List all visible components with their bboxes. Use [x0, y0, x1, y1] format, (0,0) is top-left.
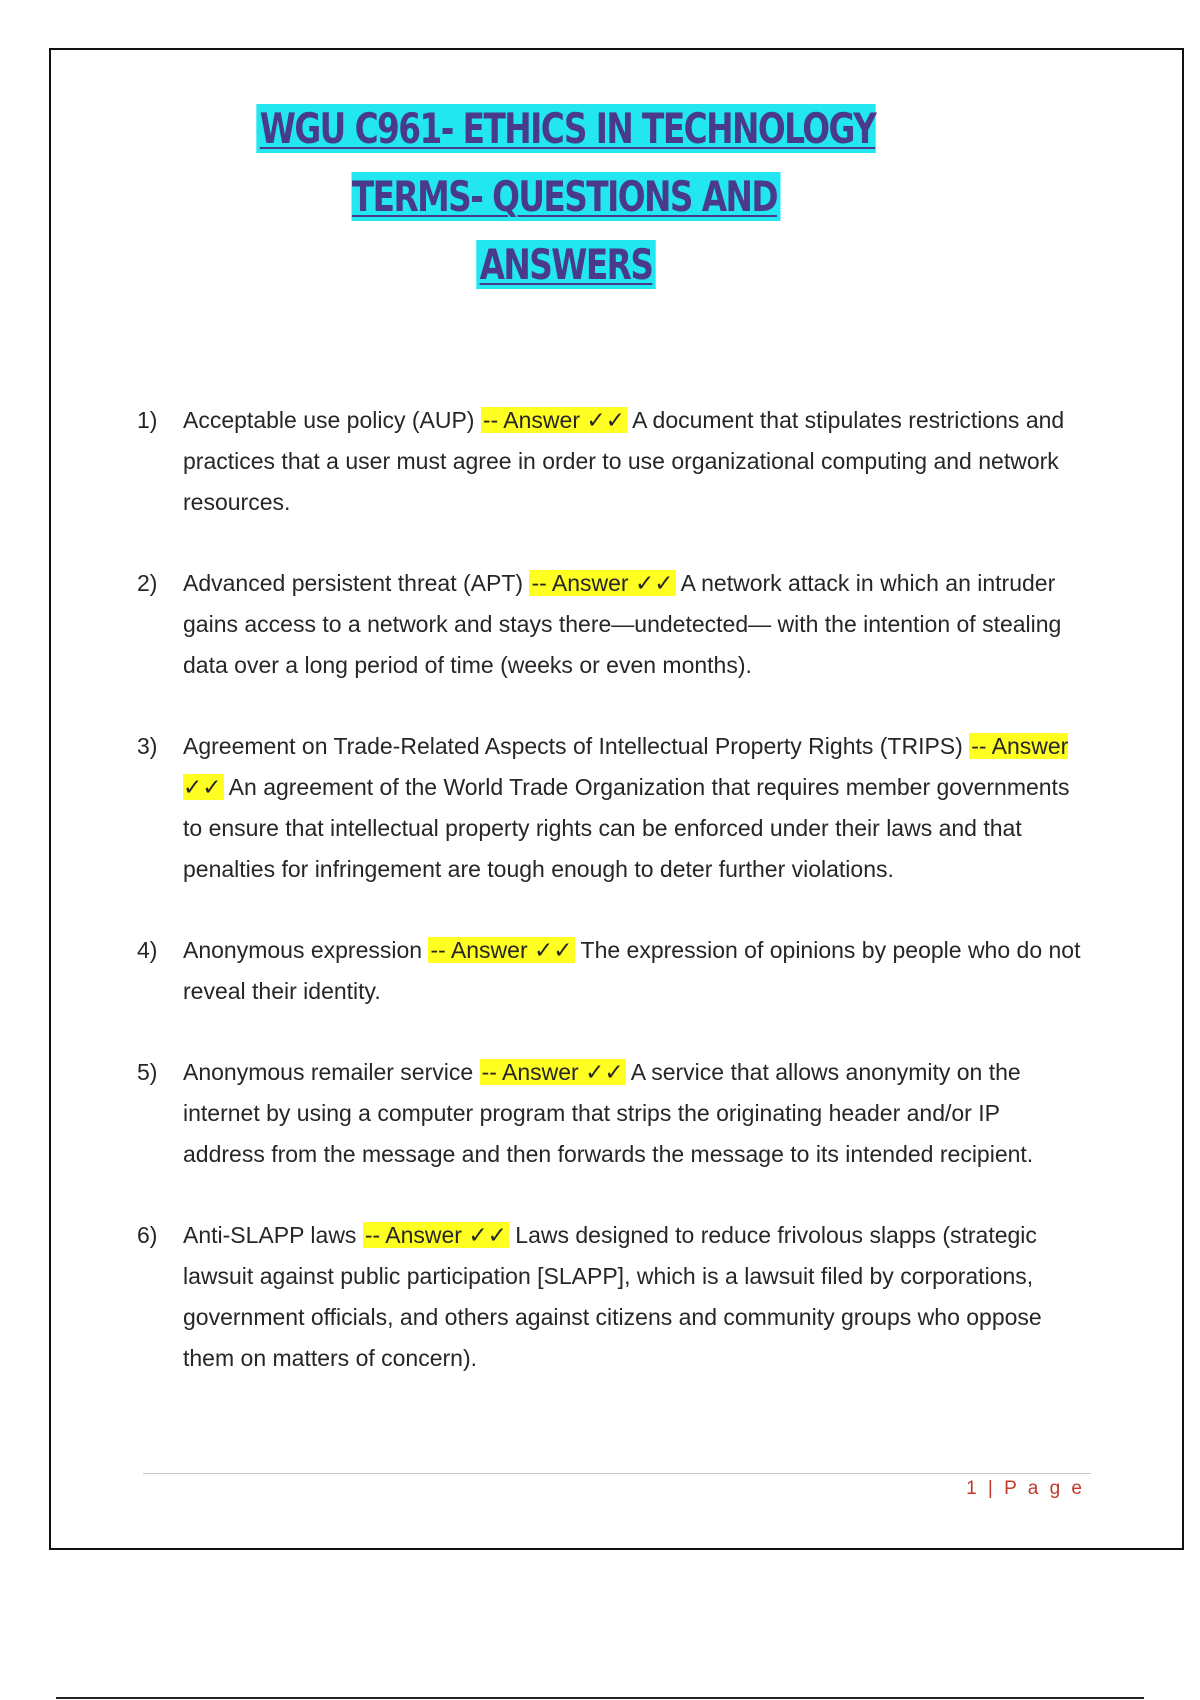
title-line-2: ANSWERS — [476, 240, 655, 289]
item-number: 1) — [137, 407, 158, 433]
item-number: 5) — [137, 1059, 158, 1085]
footer-divider — [143, 1473, 1091, 1474]
item-number: 3) — [137, 733, 158, 759]
title-line-1: WGU C961- ETHICS IN TECHNOLOGY TERMS- QUESTIONS AND — [257, 104, 876, 221]
answer-marker: -- Answer ✓✓ — [430, 937, 573, 963]
document-title — [199, 95, 932, 299]
qa-item-4 — [137, 930, 1087, 1012]
item-term: Advanced persistent threat (APT) — [183, 570, 524, 596]
qa-item-5 — [137, 1052, 1087, 1175]
item-term: Anti-SLAPP laws — [183, 1222, 357, 1248]
qa-item-1 — [137, 400, 1087, 523]
item-term: Acceptable use policy (AUP) — [183, 407, 475, 433]
item-term: Anonymous remailer service — [183, 1059, 474, 1085]
page-number: 1 | P a g e — [966, 1478, 1085, 1499]
bottom-divider — [56, 1697, 1144, 1699]
answer-marker: -- Answer ✓✓ — [364, 1222, 507, 1248]
item-definition: A network attack in which an intruder gains access to a network and stays there—undetected— with the intention of stealing data over a long period of time (weeks or even months). — [183, 570, 1062, 678]
qa-list — [137, 400, 1087, 1419]
item-definition: An agreement of the World Trade Organization that requires member governments to ensure that intellectual property rights can be enforced under their laws and that penalties for infringement are tough enough to deter further violations. — [183, 774, 1070, 882]
item-definition: Laws designed to reduce frivolous slapps (strategic lawsuit against public participation [SLAPP], which is a lawsuit filed by corporations, government officials, and others against citizens and community groups who oppose them on matters of concern). — [183, 1222, 1042, 1371]
qa-item-6 — [137, 1215, 1087, 1379]
item-definition: A document that stipulates restrictions and practices that a user must agree in order to use organizational computing and network resources. — [183, 407, 1065, 515]
item-number: 6) — [137, 1222, 158, 1248]
answer-marker: -- Answer ✓✓ — [183, 733, 1069, 800]
answer-marker: -- Answer ✓✓ — [482, 407, 625, 433]
item-number: 2) — [137, 570, 158, 596]
answer-marker: -- Answer ✓✓ — [481, 1059, 624, 1085]
item-term: Anonymous expression — [183, 937, 423, 963]
answer-marker: -- Answer ✓✓ — [531, 570, 674, 596]
item-definition: The expression of opinions by people who do not reveal their identity. — [183, 937, 1081, 1004]
item-number: 4) — [137, 937, 158, 963]
qa-item-3 — [137, 726, 1087, 890]
item-definition: A service that allows anonymity on the internet by using a computer program that strips the originating header and/or IP address from the message and then forwards the message to its intended recipient. — [183, 1059, 1034, 1167]
qa-item-2 — [137, 563, 1087, 686]
item-term: Agreement on Trade-Related Aspects of Intellectual Property Rights (TRIPS) — [183, 733, 963, 759]
